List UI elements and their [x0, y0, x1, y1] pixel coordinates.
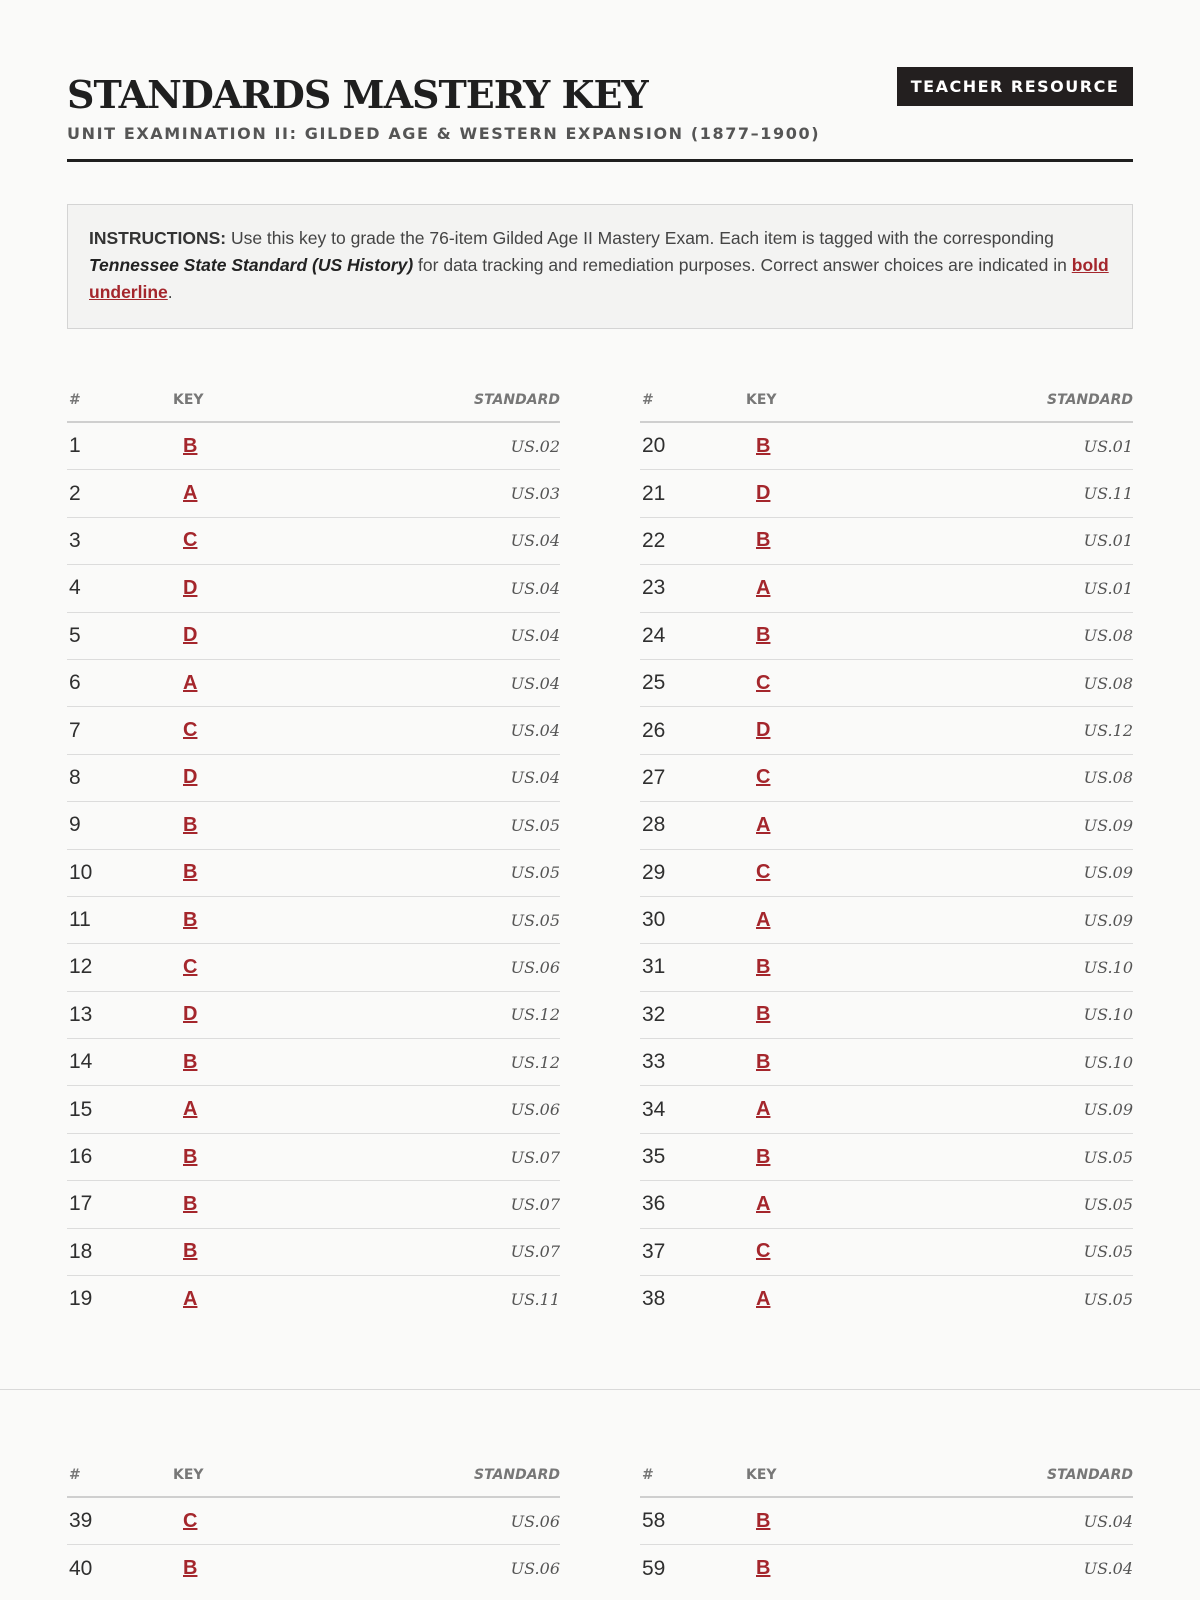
- answer-key-cell: [746, 1545, 916, 1592]
- table-row: [67, 1228, 560, 1275]
- answer-key-cell: [173, 896, 343, 943]
- answer-key-cell: [173, 849, 343, 896]
- table-row: [640, 659, 1133, 706]
- item-number: 27: [640, 754, 746, 801]
- item-number: 24: [640, 612, 746, 659]
- standard-code: US.10: [916, 944, 1133, 991]
- answer-key-cell: [746, 612, 916, 659]
- standard-code: US.04: [343, 612, 560, 659]
- correct-answer: A: [756, 1287, 771, 1310]
- table-header-row: [67, 1454, 560, 1497]
- item-number: 39: [67, 1497, 173, 1545]
- table-row: [640, 754, 1133, 801]
- standard-code: US.04: [1083, 1559, 1133, 1579]
- item-number: 33: [640, 1039, 746, 1086]
- column-header-standard: STANDARD: [343, 1454, 560, 1497]
- column-header-number: #: [640, 1454, 746, 1497]
- item-number: 26: [640, 707, 746, 754]
- standard-code: US.09: [916, 849, 1133, 896]
- table-row: [640, 1228, 1133, 1275]
- answer-key-cell: [173, 1086, 343, 1133]
- table-row: [67, 849, 560, 896]
- item-number: 11: [67, 896, 173, 943]
- answer-key-cell: [173, 802, 343, 849]
- standard-code: US.05: [916, 1133, 1133, 1180]
- table-row: [67, 612, 560, 659]
- table-row: [640, 612, 1133, 659]
- table-row: [640, 517, 1133, 564]
- item-number: 22: [640, 517, 746, 564]
- table-row: [640, 470, 1133, 517]
- table-row: [640, 802, 1133, 849]
- answer-key-cell: [746, 754, 916, 801]
- column-header-key: KEY: [746, 379, 916, 422]
- standard-code: US.08: [916, 754, 1133, 801]
- answer-key-cell: [173, 754, 343, 801]
- answer-key-cell: [746, 1133, 916, 1180]
- standard-code: US.06: [343, 1497, 560, 1545]
- correct-answer: D: [756, 482, 771, 505]
- answer-key-cell: [173, 991, 343, 1038]
- item-number: 18: [67, 1228, 173, 1275]
- correct-answer: C: [183, 719, 198, 742]
- standard-code: US.07: [343, 1181, 560, 1228]
- correct-answer: D: [183, 1003, 198, 1026]
- instructions-text-1: Use this key to grade the 76-item Gilded Age II Mastery Exam. Each item is tagged with the corresponding: [230, 228, 1054, 248]
- answer-key-cell: [746, 1181, 916, 1228]
- section-divider: [0, 1389, 1200, 1390]
- correct-answer: B: [756, 529, 771, 552]
- correct-answer: C: [756, 766, 771, 789]
- table-row: [67, 1181, 560, 1228]
- answer-key-cell: [746, 707, 916, 754]
- correct-answer: A: [756, 576, 771, 599]
- item-number: 17: [67, 1181, 173, 1228]
- correct-answer: A: [183, 482, 198, 505]
- item-number: 29: [640, 849, 746, 896]
- table-row: [640, 849, 1133, 896]
- standard-code: US.08: [916, 659, 1133, 706]
- answer-key-cell: [173, 565, 343, 612]
- table-row: [67, 565, 560, 612]
- standard-code: US.05: [343, 896, 560, 943]
- table-row: [67, 422, 560, 470]
- table-header-row: [67, 379, 560, 422]
- table-header-row: [640, 1454, 1133, 1497]
- item-number: 20: [640, 422, 746, 470]
- table-row: [67, 754, 560, 801]
- answer-key-cell: [173, 422, 343, 470]
- column-header-standard: STANDARD: [916, 379, 1133, 422]
- item-number: 38: [642, 1287, 666, 1311]
- correct-answer: A: [183, 1287, 198, 1310]
- correct-answer: C: [183, 1509, 198, 1532]
- answer-key-table-items-58-plus: [640, 1454, 1133, 1592]
- item-number: 2: [67, 470, 173, 517]
- table-row: [640, 1039, 1133, 1086]
- correct-answer: C: [183, 529, 198, 552]
- table-row: [640, 1545, 1133, 1592]
- answer-rows: [67, 422, 560, 1322]
- answer-key-table-items-1-19: [67, 379, 560, 1322]
- item-number: 12: [67, 944, 173, 991]
- instructions-text-2: for data tracking and remediation purposes. Correct answer choices are indicated in: [418, 255, 1067, 275]
- standard-code: US.04: [343, 565, 560, 612]
- answer-key-cell: [173, 944, 343, 991]
- correct-answer: C: [756, 861, 771, 884]
- item-number: 6: [67, 659, 173, 706]
- table-row: [640, 1276, 1133, 1323]
- table-row: [67, 944, 560, 991]
- standard-code: US.09: [916, 1086, 1133, 1133]
- table-row: [67, 470, 560, 517]
- correct-answer: B: [756, 1145, 771, 1168]
- item-number: 10: [67, 849, 173, 896]
- instructions-end: .: [167, 282, 173, 302]
- answer-key-cell: [746, 991, 916, 1038]
- table-row: [67, 1133, 560, 1180]
- correct-answer: D: [183, 766, 198, 789]
- standard-code: US.12: [343, 1039, 560, 1086]
- answer-key-cell: [746, 802, 916, 849]
- item-number: 40: [69, 1556, 93, 1580]
- item-number: 7: [67, 707, 173, 754]
- item-number: 25: [640, 659, 746, 706]
- standard-code: US.11: [916, 470, 1133, 517]
- page-header: [67, 60, 1133, 162]
- answer-key-cell: [746, 422, 916, 470]
- page-subtitle: UNIT EXAMINATION II: GILDED AGE & WESTERN EXPANSION (1877–1900): [67, 124, 821, 143]
- item-number: 21: [640, 470, 746, 517]
- item-number: 35: [640, 1133, 746, 1180]
- correct-answer: A: [756, 813, 771, 836]
- correct-answer: B: [756, 1509, 771, 1532]
- answer-key-cell: [746, 659, 916, 706]
- standard-code: US.09: [916, 896, 1133, 943]
- correct-answer: C: [756, 671, 771, 694]
- table-row: [640, 991, 1133, 1038]
- correct-answer: A: [183, 1098, 198, 1121]
- answer-key-cell: [746, 944, 916, 991]
- column-header-standard: STANDARD: [343, 379, 560, 422]
- item-number: 3: [67, 517, 173, 564]
- answer-key-cell: [746, 517, 916, 564]
- instructions-marker: bold underline: [89, 255, 1109, 302]
- item-number: 16: [67, 1133, 173, 1180]
- item-number: 36: [640, 1181, 746, 1228]
- standard-code: US.12: [343, 991, 560, 1038]
- answer-key-table-items-39-plus: [67, 1454, 560, 1592]
- answer-key-cell: [173, 1039, 343, 1086]
- instructions-box: [67, 204, 1133, 329]
- page-title: STANDARDS MASTERY KEY: [67, 72, 648, 117]
- item-number: 5: [67, 612, 173, 659]
- item-number: 58: [640, 1497, 746, 1545]
- answer-key-cell: [746, 849, 916, 896]
- item-number: 9: [67, 802, 173, 849]
- table-row: [640, 707, 1133, 754]
- item-number: 8: [67, 754, 173, 801]
- table-row: [640, 1133, 1133, 1180]
- standard-code: US.12: [916, 707, 1133, 754]
- table-row: [67, 1545, 560, 1592]
- standard-code: US.05: [916, 1181, 1133, 1228]
- correct-answer: A: [756, 908, 771, 931]
- answer-key-cell: [746, 1276, 916, 1323]
- standard-code: US.04: [343, 659, 560, 706]
- correct-answer: B: [183, 1240, 198, 1263]
- standard-code: US.11: [510, 1289, 560, 1309]
- answer-key-cell: [173, 1545, 343, 1592]
- answer-key-cell: [746, 565, 916, 612]
- column-header-standard: STANDARD: [916, 1454, 1133, 1497]
- answer-key-cell: [173, 707, 343, 754]
- item-number: 37: [640, 1228, 746, 1275]
- standard-code: US.05: [916, 1228, 1133, 1275]
- item-number: 23: [640, 565, 746, 612]
- column-header-number: #: [67, 1454, 173, 1497]
- correct-answer: B: [756, 955, 771, 978]
- answer-key-cell: [173, 1276, 343, 1323]
- answer-key-cell: [746, 1228, 916, 1275]
- answer-key-cell: [173, 1181, 343, 1228]
- standard-code: US.04: [916, 1497, 1133, 1545]
- correct-answer: B: [183, 1557, 198, 1580]
- answer-rows: [640, 1497, 1133, 1592]
- correct-answer: D: [183, 624, 198, 647]
- table-row: [640, 1181, 1133, 1228]
- table-row: [640, 1086, 1133, 1133]
- item-number: 1: [67, 422, 173, 470]
- item-number: 19: [69, 1287, 93, 1311]
- item-number: 59: [642, 1556, 666, 1580]
- correct-answer: C: [756, 1240, 771, 1263]
- table-header-row: [640, 379, 1133, 422]
- instructions-lead: INSTRUCTIONS:: [89, 228, 227, 248]
- answer-key-cell: [173, 470, 343, 517]
- item-number: 32: [640, 991, 746, 1038]
- column-header-key: KEY: [173, 1454, 343, 1497]
- item-number: 14: [67, 1039, 173, 1086]
- item-number: 31: [640, 944, 746, 991]
- item-number: 28: [640, 802, 746, 849]
- correct-answer: B: [183, 908, 198, 931]
- standard-code: US.04: [343, 517, 560, 564]
- answer-key-cell: [173, 1497, 343, 1545]
- item-number: 4: [67, 565, 173, 612]
- standard-code: US.05: [1083, 1289, 1133, 1309]
- table-row: [67, 1276, 560, 1323]
- standard-code: US.01: [916, 422, 1133, 470]
- correct-answer: A: [756, 1192, 771, 1215]
- standard-code: US.09: [916, 802, 1133, 849]
- instructions-standard-name: Tennessee State Standard (US History): [89, 255, 414, 275]
- standard-code: US.01: [916, 565, 1133, 612]
- answer-key-cell: [746, 1039, 916, 1086]
- correct-answer: B: [183, 1050, 198, 1073]
- standard-code: US.07: [343, 1133, 560, 1180]
- item-number: 15: [67, 1086, 173, 1133]
- correct-answer: B: [183, 861, 198, 884]
- column-header-number: #: [640, 379, 746, 422]
- item-number: 30: [640, 896, 746, 943]
- answer-key-cell: [746, 896, 916, 943]
- correct-answer: B: [183, 1145, 198, 1168]
- standard-code: US.04: [343, 754, 560, 801]
- table-row: [67, 1086, 560, 1133]
- answer-rows: [67, 1497, 560, 1592]
- table-row: [640, 944, 1133, 991]
- standard-code: US.03: [343, 470, 560, 517]
- standard-code: US.05: [343, 849, 560, 896]
- table-row: [67, 707, 560, 754]
- item-number: 34: [640, 1086, 746, 1133]
- answer-key-cell: [173, 612, 343, 659]
- answer-rows: [640, 422, 1133, 1322]
- table-row: [67, 517, 560, 564]
- standard-code: US.04: [343, 707, 560, 754]
- teacher-resource-badge: TEACHER RESOURCE: [897, 67, 1133, 106]
- answer-key-cell: [746, 470, 916, 517]
- correct-answer: B: [756, 1557, 771, 1580]
- answer-key-cell: [173, 659, 343, 706]
- standard-code: US.10: [916, 1039, 1133, 1086]
- column-header-key: KEY: [173, 379, 343, 422]
- table-row: [640, 422, 1133, 470]
- answer-key-cell: [746, 1497, 916, 1545]
- correct-answer: A: [756, 1098, 771, 1121]
- standard-code: US.06: [343, 1086, 560, 1133]
- answer-key-cell: [173, 1133, 343, 1180]
- standard-code: US.01: [916, 517, 1133, 564]
- standard-code: US.06: [343, 944, 560, 991]
- table-row: [67, 659, 560, 706]
- table-row: [640, 565, 1133, 612]
- table-row: [640, 1497, 1133, 1545]
- correct-answer: B: [756, 1050, 771, 1073]
- standard-code: US.07: [343, 1228, 560, 1275]
- correct-answer: B: [756, 624, 771, 647]
- standard-code: US.10: [916, 991, 1133, 1038]
- correct-answer: A: [183, 671, 198, 694]
- standard-code: US.02: [343, 422, 560, 470]
- answer-key-cell: [173, 517, 343, 564]
- correct-answer: D: [183, 576, 198, 599]
- answer-key-table-items-20-38: [640, 379, 1133, 1322]
- table-row: [67, 1497, 560, 1545]
- table-row: [640, 896, 1133, 943]
- table-row: [67, 991, 560, 1038]
- answer-key-cell: [173, 1228, 343, 1275]
- column-header-key: KEY: [746, 1454, 916, 1497]
- standard-code: US.06: [510, 1559, 560, 1579]
- standard-code: US.05: [343, 802, 560, 849]
- correct-answer: B: [183, 1192, 198, 1215]
- standard-code: US.08: [916, 612, 1133, 659]
- answer-key-cell: [746, 1086, 916, 1133]
- table-row: [67, 802, 560, 849]
- correct-answer: B: [756, 434, 771, 457]
- table-row: [67, 1039, 560, 1086]
- correct-answer: C: [183, 955, 198, 978]
- correct-answer: B: [756, 1003, 771, 1026]
- item-number: 13: [67, 991, 173, 1038]
- correct-answer: D: [756, 719, 771, 742]
- column-header-number: #: [67, 379, 173, 422]
- correct-answer: B: [183, 813, 198, 836]
- correct-answer: B: [183, 434, 198, 457]
- table-row: [67, 896, 560, 943]
